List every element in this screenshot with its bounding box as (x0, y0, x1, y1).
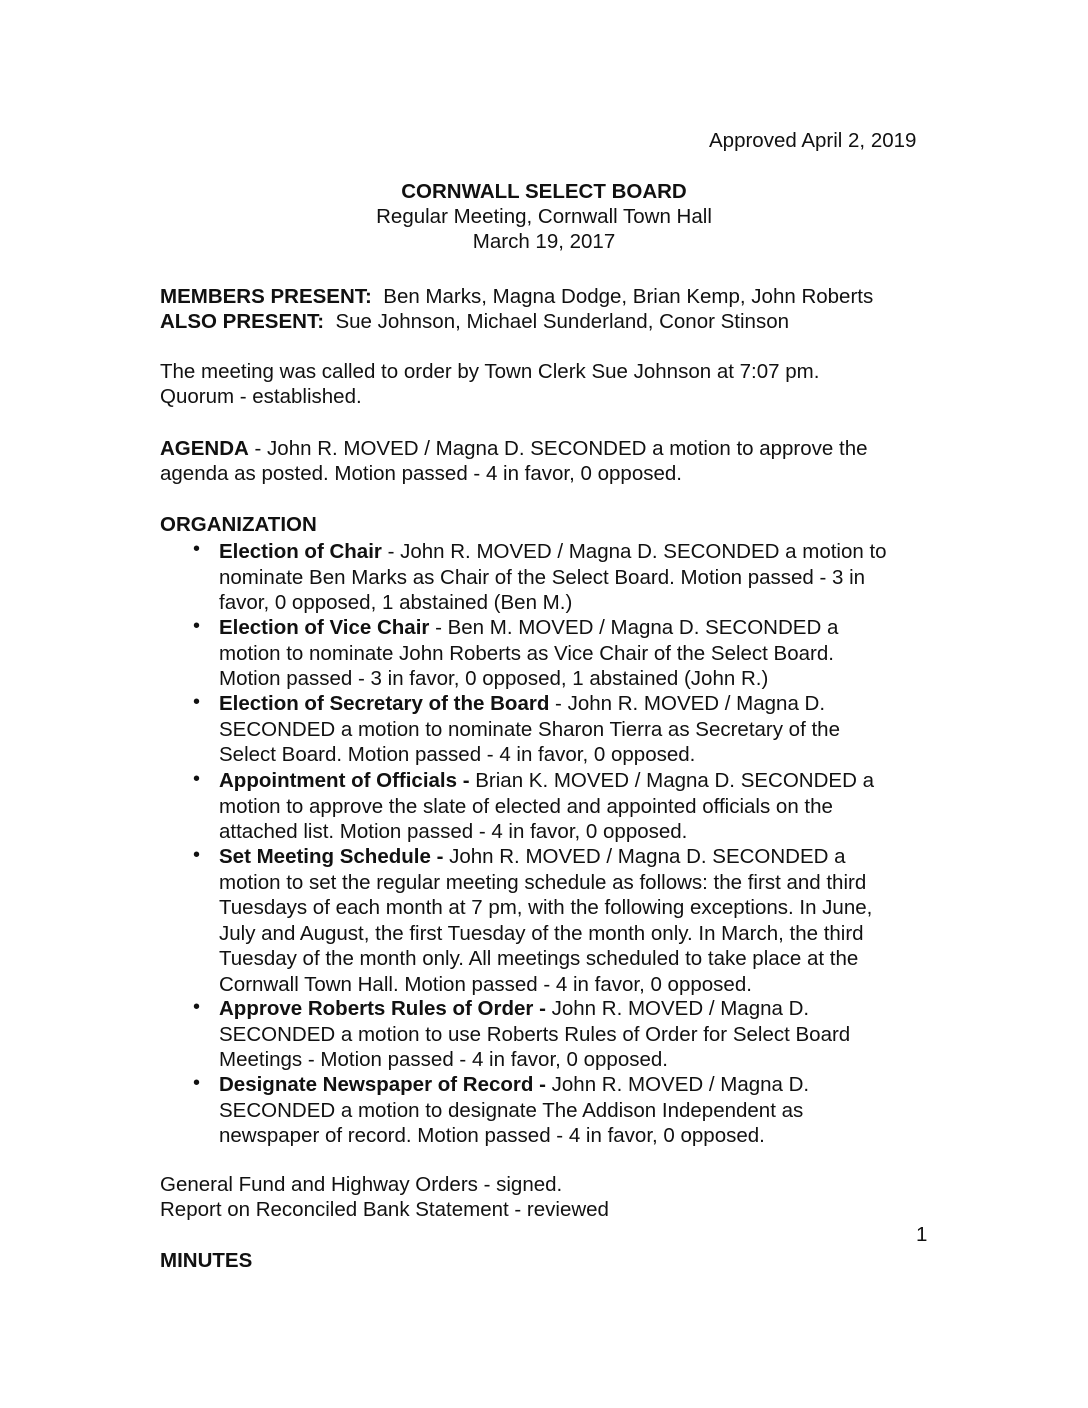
list-item-line: motion to set the regular meeting schedule as follows: the first and third (219, 870, 867, 894)
list-item-line: SECONDED a motion to designate The Addison Independent as (219, 1098, 804, 1122)
list-item-title: Set Meeting Schedule - (219, 845, 444, 868)
list-item-line: July and August, the first Tuesday of the month only. In March, the third (219, 921, 864, 945)
members-present-names: Ben Marks, Magna Dodge, Brian Kemp, John Roberts (383, 285, 874, 308)
list-item-line: Election of Secretary of the Board - John R. MOVED / Magna D. (219, 692, 826, 715)
members-present-label: MEMBERS PRESENT: (160, 285, 372, 308)
list-item-line: Designate Newspaper of Record - John R. MOVED / Magna D. (219, 1073, 810, 1096)
bullet-icon: • (193, 996, 201, 1018)
list-item-line: nominate Ben Marks as Chair of the Select Board. Motion passed - 3 in (219, 565, 866, 589)
list-item-line: newspaper of record. Motion passed - 4 in favor, 0 opposed. (219, 1124, 765, 1147)
list-item-line: SECONDED a motion to use Roberts Rules of Order for Select Board (219, 1022, 851, 1046)
agenda-line-2: agenda as posted. Motion passed - 4 in favor, 0 opposed. (160, 462, 682, 485)
document-subtitle: Regular Meeting, Cornwall Town Hall (376, 205, 712, 228)
also-present (160, 309, 789, 334)
list-item-line: Motion passed - 3 in favor, 0 opposed, 1 abstained (John R.) (219, 667, 769, 690)
bullet-icon: • (193, 691, 201, 713)
call-to-order-line: The meeting was called to order by Town Clerk Sue Johnson at 7:07 pm. (160, 360, 820, 383)
list-item-title: Designate Newspaper of Record - (219, 1073, 546, 1096)
approval-note: Approved April 2, 2019 (709, 129, 917, 152)
list-item-title: Election of Chair (219, 540, 382, 563)
list-item-line: motion to approve the slate of elected and appointed officials on the (219, 794, 833, 818)
quorum-line: Quorum - established. (160, 385, 362, 408)
list-item-line: SECONDED a motion to nominate Sharon Tierra as Secretary of the (219, 717, 840, 741)
list-item-line: Select Board. Motion passed - 4 in favor, 0 opposed. (219, 743, 696, 766)
organization-heading: ORGANIZATION (160, 513, 317, 536)
bullet-icon: • (193, 538, 201, 560)
document-title: CORNWALL SELECT BOARD (401, 180, 687, 203)
page-number: 1 (916, 1223, 928, 1246)
list-item-line: Cornwall Town Hall. Motion passed - 4 in favor, 0 opposed. (219, 972, 752, 996)
list-item-line: Meetings - Motion passed - 4 in favor, 0 opposed. (219, 1048, 668, 1071)
list-item-title: Appointment of Officials - (219, 769, 470, 792)
also-present-names: Sue Johnson, Michael Sunderland, Conor Stinson (335, 310, 789, 333)
minutes-heading: MINUTES (160, 1249, 253, 1272)
members-present (160, 284, 873, 309)
list-item-line: attached list. Motion passed - 4 in favor, 0 opposed. (219, 820, 688, 843)
list-item-line: Tuesdays of each month at 7 pm, with the following exceptions. In June, (219, 896, 873, 919)
list-item-line: Appointment of Officials - Brian K. MOVED / Magna D. SECONDED a (219, 769, 874, 792)
bullet-icon: • (193, 615, 201, 637)
list-item-line: Approve Roberts Rules of Order - John R. MOVED / Magna D. (219, 997, 810, 1020)
also-present-label: ALSO PRESENT: (160, 310, 325, 333)
list-item-line: Set Meeting Schedule - John R. MOVED / Magna D. SECONDED a (219, 845, 846, 868)
list-item-line: Election of Chair - John R. MOVED / Magna D. SECONDED a motion to (219, 540, 887, 563)
agenda-line-1: AGENDA - John R. MOVED / Magna D. SECONDED a motion to approve the (160, 437, 868, 460)
list-item-line: Tuesday of the month only. All meetings scheduled to take place at the (219, 947, 859, 970)
bullet-icon: • (193, 844, 201, 866)
bullet-icon: • (193, 1072, 201, 1094)
orders-line: General Fund and Highway Orders - signed. (160, 1173, 563, 1196)
meeting-date: March 19, 2017 (472, 230, 616, 253)
list-item-title: Election of Vice Chair (219, 616, 430, 639)
list-item-title: Election of Secretary of the Board (219, 692, 550, 715)
list-item-line: Election of Vice Chair - Ben M. MOVED / Magna D. SECONDED a (219, 616, 839, 639)
agenda-label: AGENDA (160, 437, 249, 460)
list-item-line: favor, 0 opposed, 1 abstained (Ben M.) (219, 591, 573, 614)
bullet-icon: • (193, 768, 201, 790)
bank-statement-line: Report on Reconciled Bank Statement - reviewed (160, 1198, 609, 1221)
list-item-line: motion to nominate John Roberts as Vice Chair of the Select Board. (219, 641, 834, 665)
list-item-title: Approve Roberts Rules of Order - (219, 997, 546, 1020)
